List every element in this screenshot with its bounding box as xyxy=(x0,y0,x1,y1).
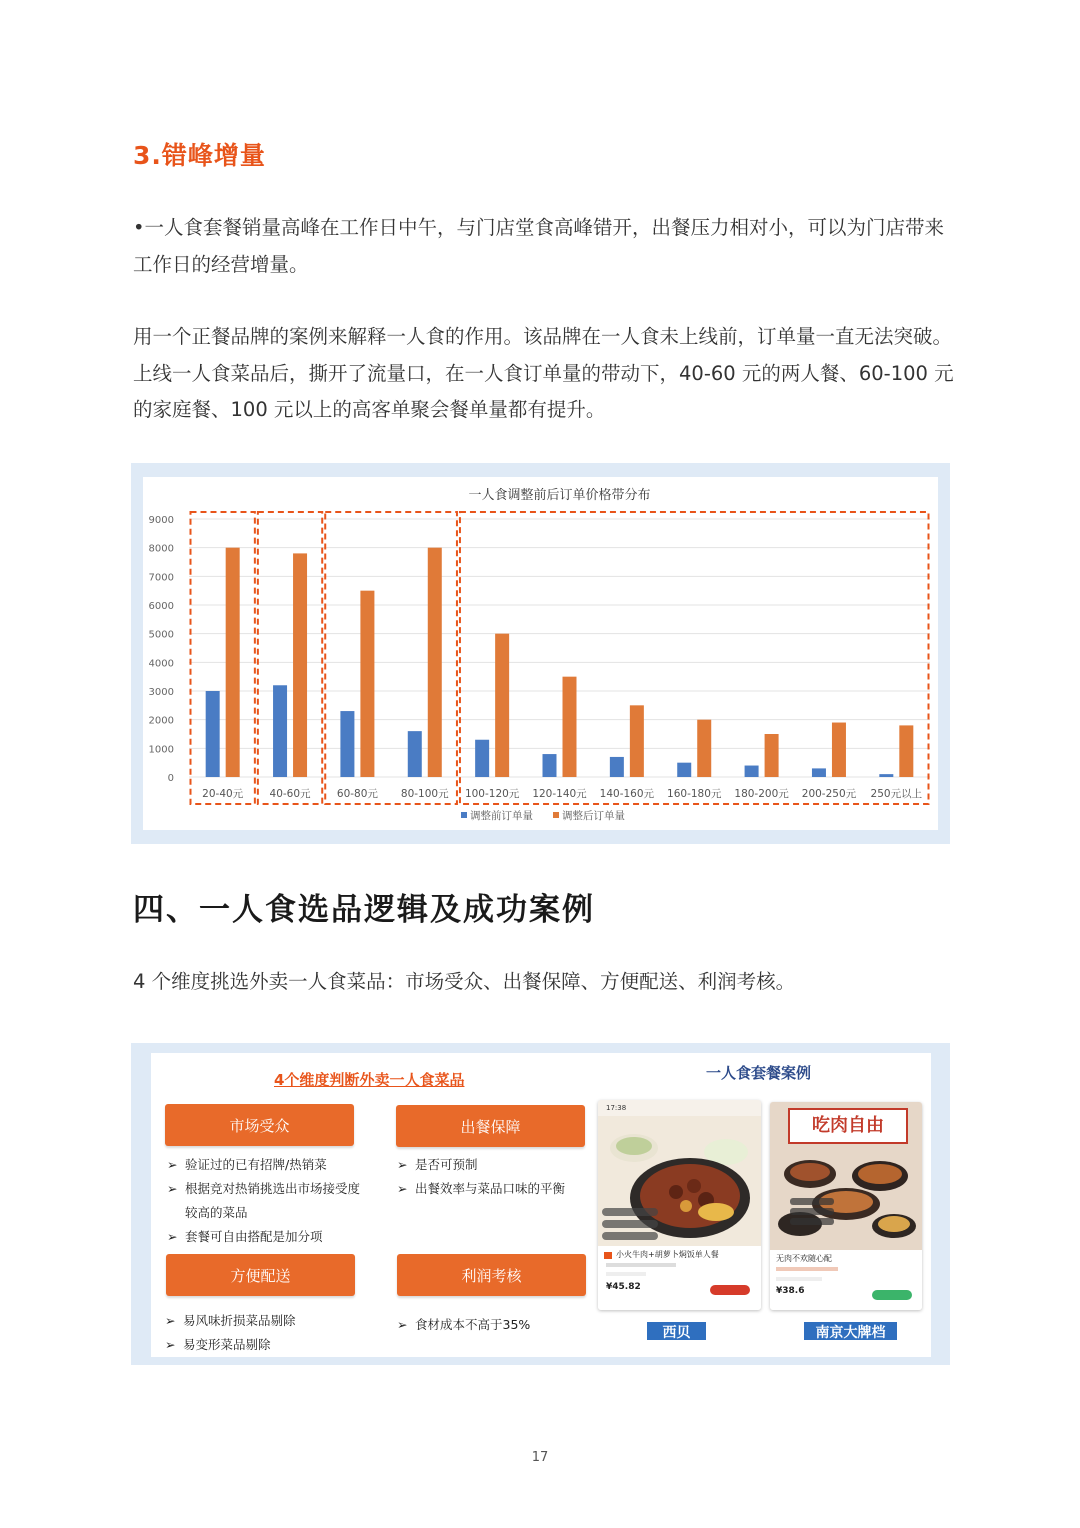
bar-before xyxy=(206,691,220,777)
case-card-xibei xyxy=(598,1100,761,1310)
y-tick-label: 9000 xyxy=(148,515,174,526)
cases-title: 一人食套餐案例 xyxy=(706,1064,812,1082)
bar-after xyxy=(697,720,711,777)
case-card-nanjing xyxy=(770,1102,922,1310)
y-tick-label: 7000 xyxy=(148,572,174,584)
x-tick-label: 60-80元 xyxy=(336,788,378,800)
selection-infographic xyxy=(131,1043,950,1365)
list-item: ➢ 验证过的已有招牌/热销菜 xyxy=(167,1153,377,1177)
legend-swatch xyxy=(461,812,467,818)
arrow-icon: ➢ xyxy=(167,1181,178,1196)
y-tick-label: 4000 xyxy=(148,658,174,670)
dimension-market-button: 市场受众 xyxy=(165,1104,354,1146)
y-tick-label: 3000 xyxy=(148,687,174,698)
x-tick-label: 80-100元 xyxy=(400,788,449,800)
arrow-icon: ➢ xyxy=(397,1317,408,1332)
case-paragraph: 用一个正餐品牌的案例来解释一人食的作用。该品牌在一人食未上线前，订单量一直无法突破。上线一人食菜品后，撕开了流量口，在一人食订单量的带动下，40-60 元的两人餐、60-100 元的家庭餐、100 元以上的高客单聚会餐单量都有提升。 xyxy=(133,325,954,421)
dimension-delivery-list xyxy=(165,1309,375,1357)
dimension-market-list xyxy=(167,1153,377,1249)
list-item: ➢ 出餐效率与菜品口味的平衡 xyxy=(397,1177,607,1201)
case-brand-nanjing: 南京大牌档 xyxy=(804,1322,897,1340)
bar-after xyxy=(832,723,846,777)
arrow-icon: ➢ xyxy=(397,1181,408,1196)
bar-before xyxy=(812,768,826,777)
arrow-icon: ➢ xyxy=(167,1157,178,1172)
add-to-cart-button xyxy=(710,1285,750,1295)
bar-after xyxy=(360,591,374,777)
page-number: 17 xyxy=(531,1450,549,1465)
y-tick-label: 5000 xyxy=(148,629,174,641)
case-brand-xibei: 西贝 xyxy=(647,1322,706,1340)
x-tick-label: 200-250元 xyxy=(801,788,857,800)
x-tick-label: 140-160元 xyxy=(599,788,655,800)
dimensions-title: 4个维度判断外卖一人食菜品 xyxy=(274,1071,465,1089)
dimension-profit-button: 利润考核 xyxy=(397,1254,586,1296)
list-item: ➢ 食材成本不高于35% xyxy=(397,1313,607,1337)
chapter-title: 四、一人食选品逻辑及成功案例 xyxy=(133,892,595,928)
bar-before xyxy=(543,754,557,777)
legend-label: 调整后订单量 xyxy=(562,810,625,822)
x-tick-label: 40-60元 xyxy=(269,788,311,800)
bar-before xyxy=(340,711,354,777)
list-item: ➢ 根据竞对热销挑选出市场接受度 xyxy=(167,1177,377,1201)
bar-before xyxy=(879,774,893,777)
chart-canvas xyxy=(143,477,938,830)
food-photo xyxy=(770,1146,922,1250)
y-tick-label: 8000 xyxy=(148,543,174,555)
bullet-paragraph: •一人食套餐销量高峰在工作日中午，与门店堂食高峰错开，出餐压力相对小，可以为门店带来工作日的经营增量。 xyxy=(133,216,945,276)
highlight-box xyxy=(258,512,322,804)
status-time: 17:38 xyxy=(606,1104,627,1112)
legend-swatch xyxy=(553,812,559,818)
y-tick-label: 6000 xyxy=(148,601,174,612)
bar-after xyxy=(293,553,307,777)
chart-panel xyxy=(131,463,950,844)
bar-before xyxy=(610,757,624,777)
list-item: 较高的菜品 xyxy=(185,1205,248,1220)
case-dish-name: 小火牛肉+胡萝卜焖饭单人餐 xyxy=(616,1250,719,1259)
highlight-box xyxy=(460,512,929,804)
add-to-cart-button xyxy=(872,1290,912,1300)
x-tick-label: 120-140元 xyxy=(532,788,587,800)
x-tick-label: 250元以上 xyxy=(870,788,923,800)
arrow-icon: ➢ xyxy=(167,1229,178,1244)
x-tick-label: 20-40元 xyxy=(202,788,244,800)
chart-title: 一人食调整前后订单价格带分布 xyxy=(468,488,651,503)
bar-after xyxy=(630,705,644,777)
list-item: ➢ 易风味折损菜品剔除 xyxy=(165,1309,375,1333)
bar-after xyxy=(428,548,442,777)
case-price: ¥45.82 xyxy=(606,1282,641,1292)
x-tick-label: 180-200元 xyxy=(734,788,789,800)
legend-label: 调整前订单量 xyxy=(470,810,533,822)
list-item: ➢ 是否可预制 xyxy=(397,1153,607,1177)
food-photo xyxy=(598,1116,761,1246)
x-tick-label: 160-180元 xyxy=(667,788,722,800)
section-title: 3.错峰增量 xyxy=(133,141,266,170)
bar-before xyxy=(273,685,287,777)
intro-text: 4 个维度挑选外卖一人食菜品：市场受众、出餐保障、方便配送、利润考核。 xyxy=(133,970,796,993)
arrow-icon: ➢ xyxy=(165,1337,176,1352)
dimension-output-button: 出餐保障 xyxy=(396,1105,585,1147)
arrow-icon: ➢ xyxy=(165,1313,176,1328)
bar-after xyxy=(765,734,779,777)
y-tick-label: 2000 xyxy=(148,715,174,727)
bar-after xyxy=(226,548,240,777)
bar-before xyxy=(408,731,422,777)
bar-chart xyxy=(143,477,938,830)
list-item: ➢ 易变形菜品剔除 xyxy=(165,1333,375,1357)
dimension-profit-list xyxy=(397,1313,607,1337)
case-dish-name: 无肉不欢随心配 xyxy=(776,1254,832,1263)
y-tick-label: 0 xyxy=(167,773,174,784)
bar-after xyxy=(899,725,913,777)
highlight-box xyxy=(191,512,255,804)
case-price: ¥38.6 xyxy=(776,1286,805,1296)
promo-banner: 吃肉自由 xyxy=(788,1108,908,1144)
bar-before xyxy=(677,763,691,777)
x-tick-label: 100-120元 xyxy=(464,788,520,800)
dimension-output-list xyxy=(397,1153,607,1201)
bar-after xyxy=(495,634,509,777)
arrow-icon: ➢ xyxy=(397,1157,408,1172)
list-item: ➢ 套餐可自由搭配是加分项 xyxy=(167,1225,377,1249)
bar-after xyxy=(563,677,577,777)
bar-before xyxy=(475,740,489,777)
bar-before xyxy=(745,766,759,777)
y-tick-label: 1000 xyxy=(148,744,174,756)
dimension-delivery-button: 方便配送 xyxy=(166,1254,355,1296)
